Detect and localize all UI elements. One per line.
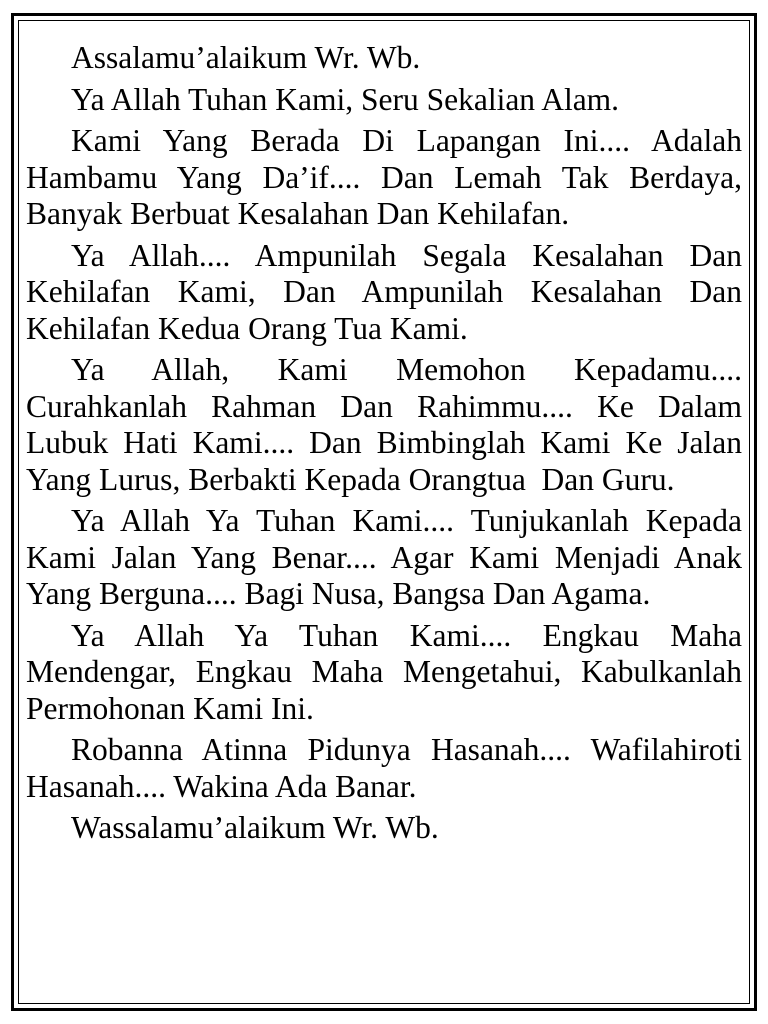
paragraph-confession: Kami Yang Berada Di Lapangan Ini.... Adalah Hambamu Yang Da’if.... Dan Lemah Tak Berdaya, Banyak Berbuat Kesalahan Dan Kehilafan. (26, 123, 750, 231)
paragraph-right-path: Ya Allah Ya Tuhan Kami.... Tunjukanlah Kepada Kami Jalan Yang Benar.... Agar Kami Menjadi Anak Yang Berguna.... Bagi Nusa, Bangsa Dan Agama. (26, 503, 750, 611)
paragraph-invocation: Ya Allah Tuhan Kami, Seru Sekalian Alam. (71, 81, 620, 117)
prayer-text (26, 40, 750, 852)
paragraph-greeting: Assalamu’alaikum Wr. Wb. (71, 40, 421, 75)
paragraph-supplication: Ya Allah Ya Tuhan Kami.... Engkau Maha Mendengar, Engkau Maha Mengetahui, Kabulkanlah Permohonan Kami Ini. (26, 617, 750, 726)
paragraph-closing: Wassalamu’alaikum Wr. Wb. (71, 810, 439, 845)
paragraph-doa: Robanna Atinna Pidunya Hasanah.... Wafilahiroti Hasanah.... Wakina Ada Banar. (26, 732, 750, 804)
paragraph-forgiveness: Ya Allah.... Ampunilah Segala Kesalahan Dan Kehilafan Kami, Dan Ampunilah Kesalahan Dan Kehilafan Kedua Orang Tua Kami. (26, 237, 750, 346)
paragraph-guidance: Ya Allah, Kami Memohon Kepadamu.... Curahkanlah Rahman Dan Rahimmu.... Ke Dalam Lubuk Hati Kami.... Dan Bimbinglah Kami Ke Jalan Yang Lurus, Berbakti Kepada Orangtua Dan Guru. (26, 352, 750, 497)
